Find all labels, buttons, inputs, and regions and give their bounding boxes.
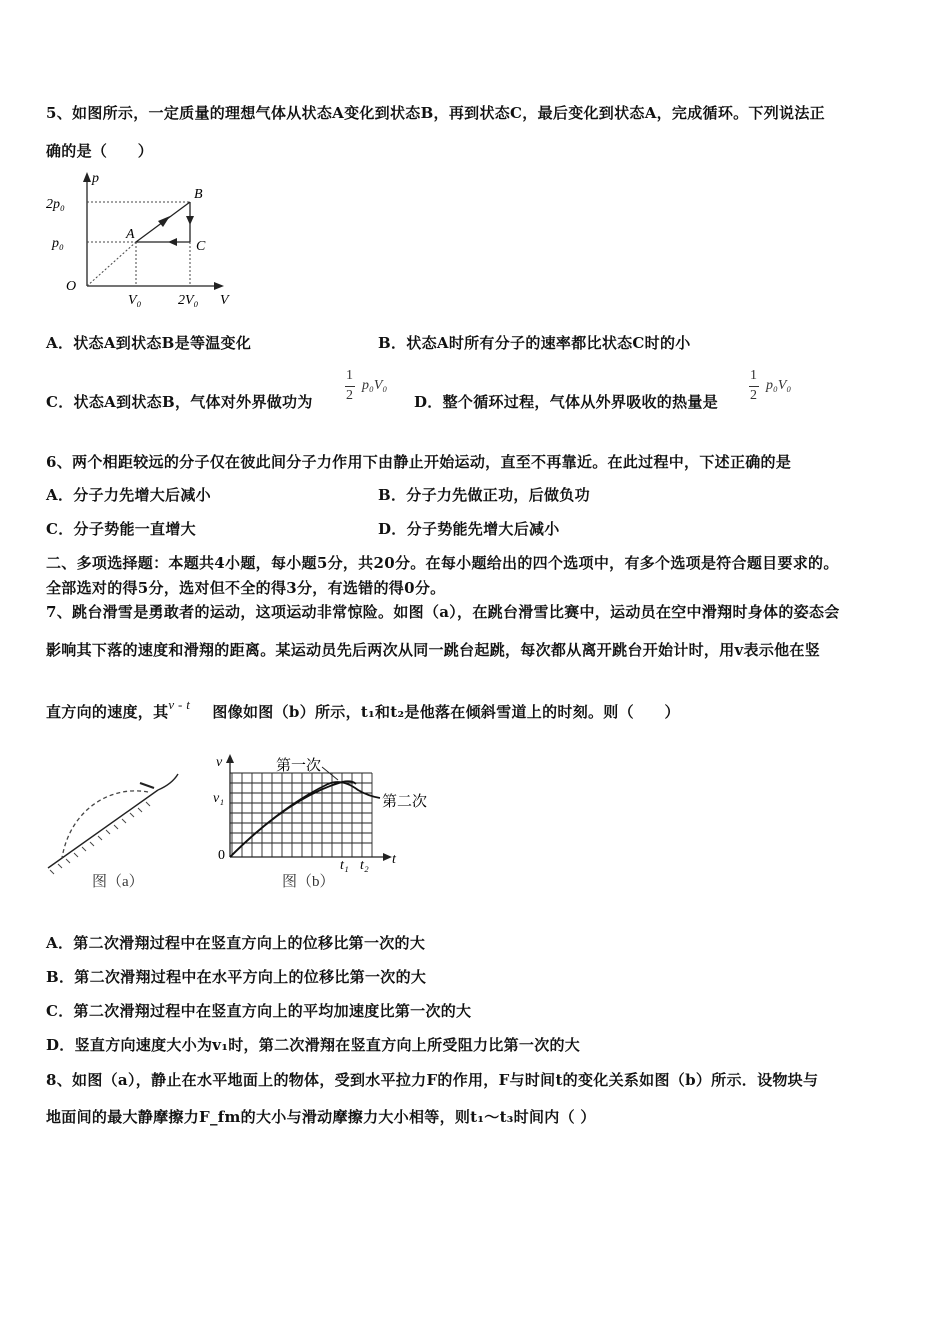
- q5-pv-graph: [44, 168, 244, 308]
- q6-option-d: D．分子势能先增大后减小: [378, 520, 560, 538]
- q5-option-b: B．状态A时所有分子的速率都比状态C时的小: [378, 334, 691, 352]
- t2-label: t₂: [360, 858, 369, 873]
- t-axis-label: t: [392, 852, 396, 867]
- bc-arrow: [186, 216, 194, 225]
- q5-stem-line2: 确的是（ ）: [46, 142, 154, 160]
- v1-label: v₁: [213, 791, 225, 806]
- fraction-term: p₀V₀: [766, 378, 792, 393]
- fig-a-caption: 图（a）: [92, 874, 144, 890]
- point-c: C: [196, 239, 206, 254]
- p-axis-label: p: [92, 171, 99, 186]
- fraction-numerator: 1: [750, 368, 757, 383]
- q6-option-a: A．分子力先增大后减小: [46, 486, 211, 504]
- tick-2p0: 2p₀: [46, 197, 65, 212]
- q7-line3-pre: 直方向的速度，其: [46, 703, 169, 721]
- q8-stem-line1: 8、如图（a），静止在水平地面上的物体，受到水平拉力F的作用，F与时间t的变化关系如图（b）所示．设物块与: [46, 1071, 819, 1089]
- q6-stem: 6、两个相距较远的分子仅在彼此间分子力作用下由静止开始运动，直至不再靠近。在此过程中，下述正确的是: [46, 453, 792, 471]
- q5-option-a: A．状态A到状态B是等温变化: [46, 334, 252, 352]
- origin-label: 0: [218, 848, 225, 863]
- fraction-denominator: 2: [750, 388, 757, 403]
- q7-stem-line3: [46, 697, 680, 722]
- tick-p0: p₀: [52, 236, 64, 251]
- vt-label: v - t: [168, 697, 191, 712]
- q7-figure-a: [40, 770, 200, 895]
- tick-2v0: 2V₀: [178, 293, 199, 308]
- skier-icon: [140, 783, 154, 788]
- second-label: 第二次: [382, 794, 428, 810]
- section2-line1: 二、多项选择题：本题共4小题，每小题5分，共20分。在每小题给出的四个选项中，有多个选项是符合题目要求的。: [46, 554, 839, 572]
- q7-figure-b: [210, 752, 440, 897]
- q7-stem-line1: 7、跳台滑雪是勇敢者的运动，这项运动非常惊险。如图（a），在跳台滑雪比赛中，运动员在空中滑翔时身体的姿态会: [46, 603, 840, 621]
- q6-option-c: C．分子势能一直增大: [46, 520, 196, 538]
- ca-arrow: [168, 238, 177, 246]
- point-b: B: [194, 187, 203, 202]
- q5-option-c: C．状态A到状态B，气体对外界做功为: [46, 393, 313, 411]
- fraction-term: p₀V₀: [362, 378, 388, 393]
- q7-option-a: A．第二次滑翔过程中在竖直方向上的位移比第一次的大: [46, 934, 426, 952]
- q8-stem-line2: 地面间的最大静摩擦力F_fm的大小与滑动摩擦力大小相等，则t₁～t₃时间内（ ）: [46, 1108, 596, 1126]
- fraction-denominator: 2: [346, 388, 353, 403]
- q7-option-c: C．第二次滑翔过程中在竖直方向上的平均加速度比第一次的大: [46, 1002, 472, 1020]
- origin-label: O: [66, 279, 77, 294]
- ab-arrow: [158, 216, 170, 227]
- q5-stem-line1: 5、如图所示，一定质量的理想气体从状态A变化到状态B，再到状态C，最后变化到状态A，完成循环。下列说法正: [46, 104, 825, 122]
- q7-option-d: D．竖直方向速度大小为v₁时，第二次滑翔在竖直方向上所受阻力比第一次的大: [46, 1036, 581, 1054]
- q7-stem-line2: 影响其下落的速度和滑翔的距离。某运动员先后两次从同一跳台起跳，每次都从离开跳台开始计时，用v表示他在竖: [46, 641, 821, 659]
- v-axis-label: V: [220, 293, 229, 308]
- q7-option-b: B．第二次滑翔过程中在水平方向上的位移比第一次的大: [46, 968, 427, 986]
- point-a: A: [126, 227, 135, 242]
- section2-line2: 全部选对的得5分，选对但不全的得3分，有选错的得0分。: [46, 579, 446, 597]
- t1-label: t₁: [340, 858, 349, 873]
- q7-line3-post: 图像如图（b）所示，t₁和t₂是他落在倾斜雪道上的时刻。则（ ）: [212, 703, 680, 721]
- tick-v0: V₀: [128, 293, 142, 308]
- first-label: 第一次: [276, 758, 322, 774]
- q5-option-d: D．整个循环过程，气体从外界吸收的热量是: [414, 393, 719, 411]
- fraction-numerator: 1: [346, 368, 353, 383]
- v-axis-label: v: [216, 755, 223, 770]
- fig-b-caption: 图（b）: [282, 874, 335, 890]
- q6-option-b: B．分子力先做正功，后做负功: [378, 486, 590, 504]
